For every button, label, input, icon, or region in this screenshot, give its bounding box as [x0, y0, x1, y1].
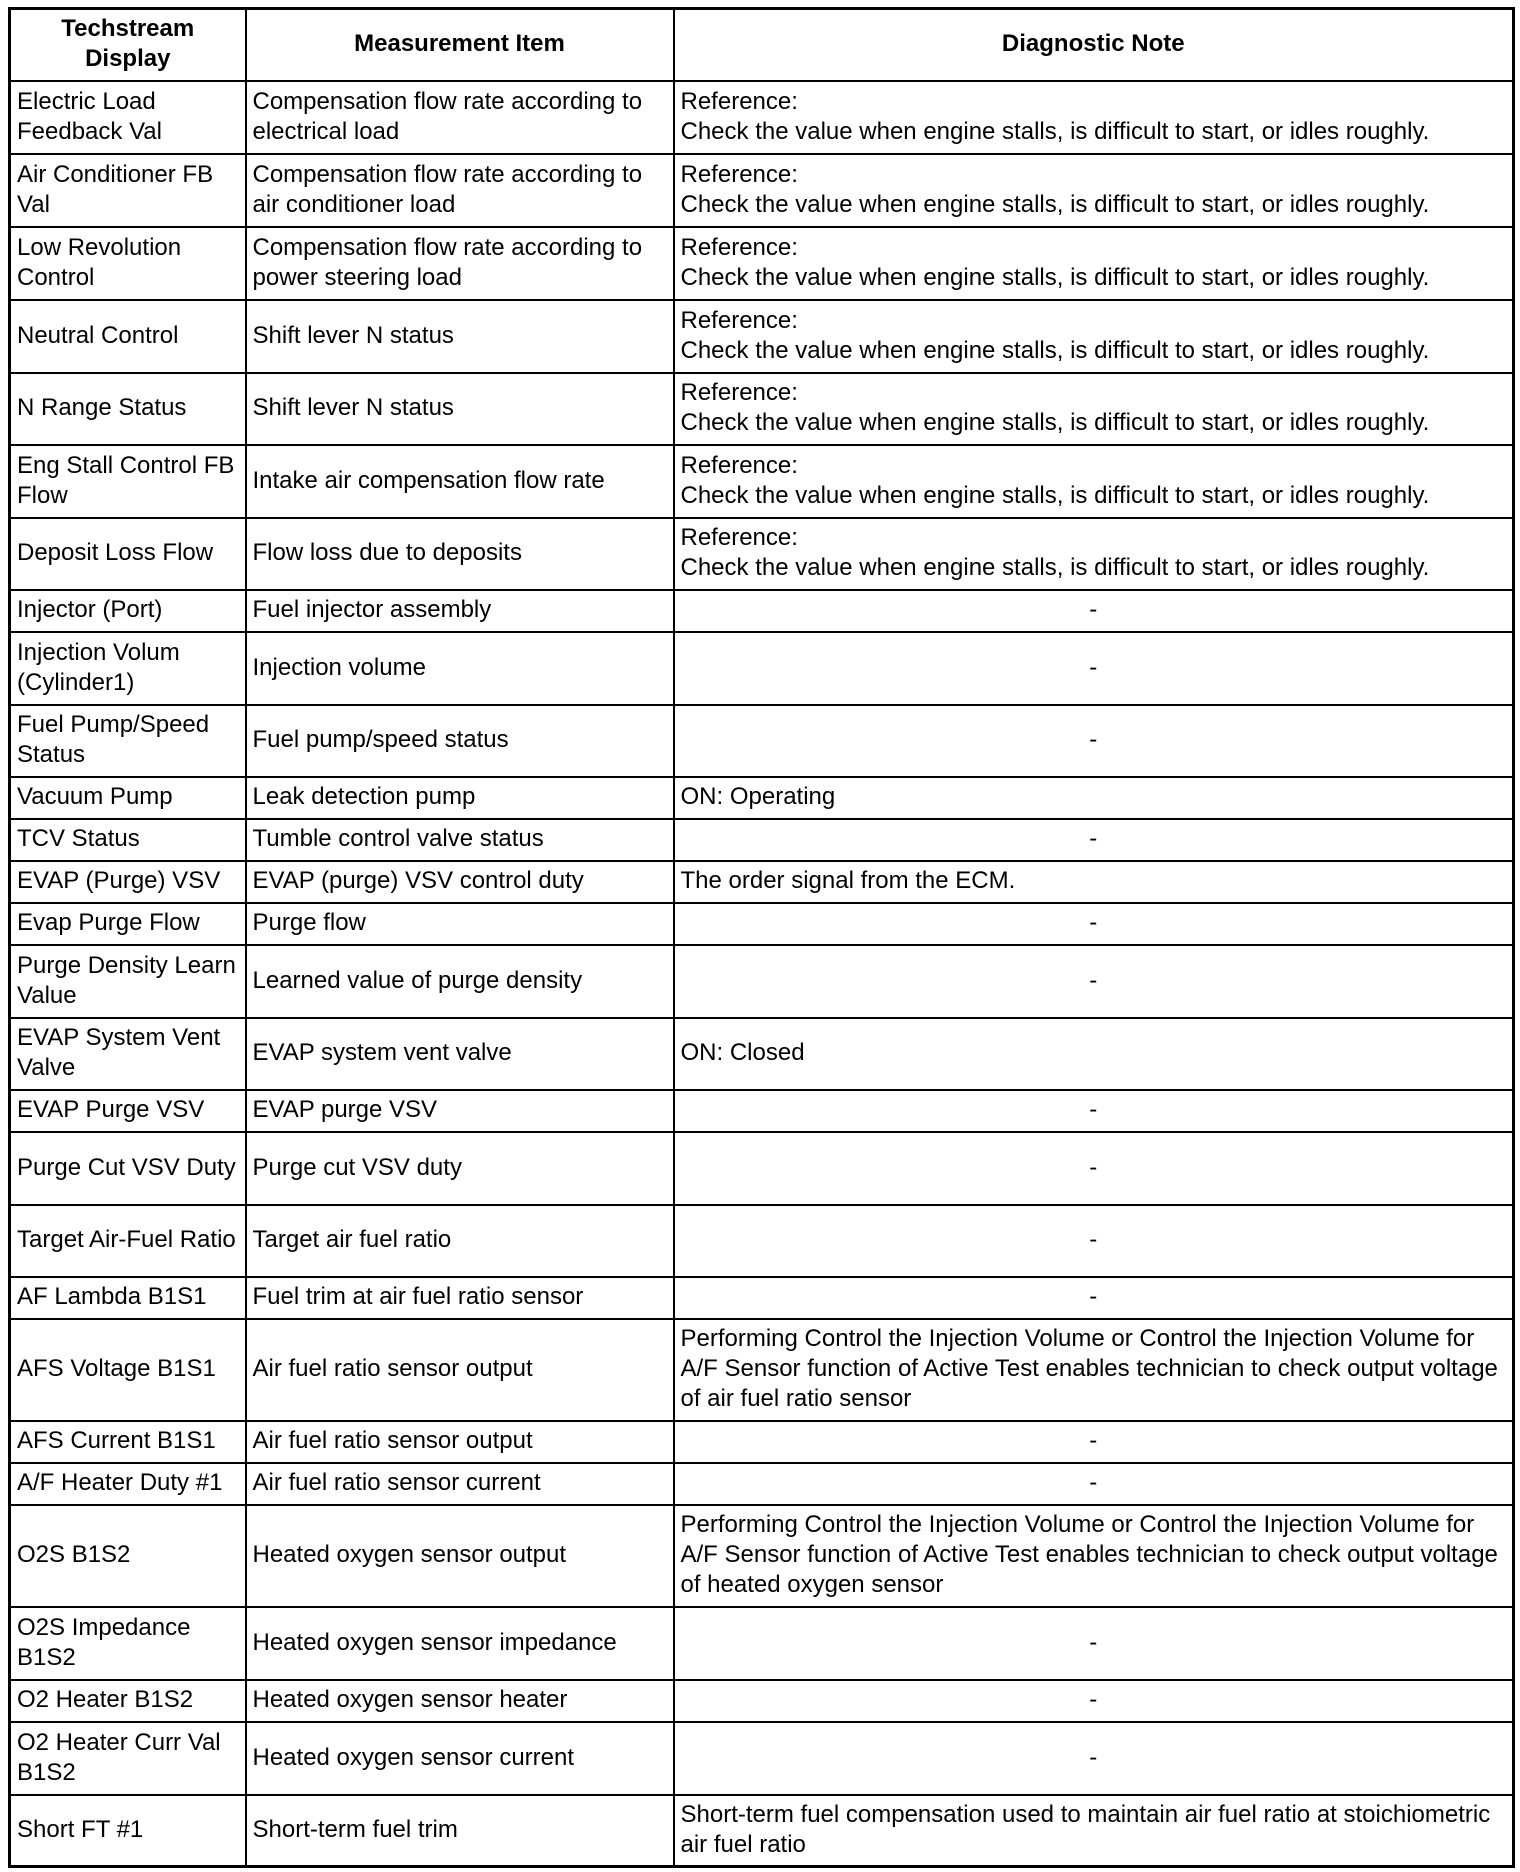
cell-measurement-item: Fuel trim at air fuel ratio sensor	[246, 1277, 674, 1319]
cell-techstream-display: EVAP System Vent Valve	[10, 1018, 246, 1090]
cell-techstream-display: EVAP Purge VSV	[10, 1090, 246, 1132]
table-row	[10, 632, 1514, 705]
cell-diagnostic-note: Reference: Check the value when engine stalls, is difficult to start, or idles roughly.	[674, 81, 1514, 154]
table-row	[10, 1090, 1514, 1132]
cell-techstream-display: AF Lambda B1S1	[10, 1277, 246, 1319]
cell-diagnostic-note: -	[674, 1722, 1514, 1795]
cell-diagnostic-note: -	[674, 1680, 1514, 1722]
cell-measurement-item: Air fuel ratio sensor output	[246, 1319, 674, 1421]
table-row	[10, 1795, 1514, 1867]
cell-measurement-item: Heated oxygen sensor impedance	[246, 1607, 674, 1680]
table-row	[10, 1132, 1514, 1205]
table-row	[10, 903, 1514, 945]
cell-measurement-item: Intake air compensation flow rate	[246, 445, 674, 518]
table-header-row	[10, 9, 1514, 81]
cell-measurement-item: Fuel pump/speed status	[246, 705, 674, 777]
table-row	[10, 81, 1514, 154]
cell-techstream-display: Purge Cut VSV Duty	[10, 1132, 246, 1205]
table-row	[10, 819, 1514, 861]
cell-diagnostic-note: -	[674, 1090, 1514, 1132]
table-row	[10, 1722, 1514, 1795]
cell-techstream-display: Deposit Loss Flow	[10, 518, 246, 590]
cell-techstream-display: Evap Purge Flow	[10, 903, 246, 945]
cell-diagnostic-note: -	[674, 590, 1514, 632]
diagnostic-data-table	[8, 7, 1515, 1868]
table-row	[10, 1319, 1514, 1421]
cell-measurement-item: Tumble control valve status	[246, 819, 674, 861]
cell-diagnostic-note: ON: Operating	[674, 777, 1514, 819]
cell-measurement-item: Air fuel ratio sensor output	[246, 1421, 674, 1463]
cell-techstream-display: Purge Density Learn Value	[10, 945, 246, 1018]
cell-techstream-display: Injection Volum (Cylinder1)	[10, 632, 246, 705]
cell-techstream-display: Target Air-Fuel Ratio	[10, 1205, 246, 1277]
table-row	[10, 154, 1514, 227]
header-diagnostic-note: Diagnostic Note	[674, 9, 1514, 81]
table-row	[10, 1018, 1514, 1090]
cell-diagnostic-note: Reference: Check the value when engine stalls, is difficult to start, or idles roughly.	[674, 373, 1514, 445]
header-techstream-display: Techstream Display	[10, 9, 246, 81]
table-row	[10, 1421, 1514, 1463]
cell-techstream-display: Eng Stall Control FB Flow	[10, 445, 246, 518]
header-measurement-item: Measurement Item	[246, 9, 674, 81]
cell-diagnostic-note: -	[674, 903, 1514, 945]
table-row	[10, 861, 1514, 903]
cell-diagnostic-note: -	[674, 705, 1514, 777]
table-row	[10, 945, 1514, 1018]
table-row	[10, 777, 1514, 819]
cell-measurement-item: EVAP (purge) VSV control duty	[246, 861, 674, 903]
cell-techstream-display: AFS Voltage B1S1	[10, 1319, 246, 1421]
cell-measurement-item: Shift lever N status	[246, 300, 674, 373]
cell-measurement-item: Short-term fuel trim	[246, 1795, 674, 1867]
cell-diagnostic-note: -	[674, 945, 1514, 1018]
cell-techstream-display: Low Revolution Control	[10, 227, 246, 300]
table-row	[10, 1277, 1514, 1319]
cell-techstream-display: N Range Status	[10, 373, 246, 445]
cell-measurement-item: EVAP system vent valve	[246, 1018, 674, 1090]
cell-diagnostic-note: -	[674, 1132, 1514, 1205]
cell-techstream-display: Short FT #1	[10, 1795, 246, 1867]
cell-techstream-display: O2S B1S2	[10, 1505, 246, 1607]
cell-measurement-item: Compensation flow rate according to electrical load	[246, 81, 674, 154]
cell-measurement-item: Leak detection pump	[246, 777, 674, 819]
cell-measurement-item: Air fuel ratio sensor current	[246, 1463, 674, 1505]
cell-diagnostic-note: Reference: Check the value when engine stalls, is difficult to start, or idles roughly.	[674, 154, 1514, 227]
table-row	[10, 518, 1514, 590]
cell-measurement-item: Purge flow	[246, 903, 674, 945]
cell-techstream-display: A/F Heater Duty #1	[10, 1463, 246, 1505]
cell-measurement-item: Compensation flow rate according to power steering load	[246, 227, 674, 300]
cell-techstream-display: Injector (Port)	[10, 590, 246, 632]
cell-techstream-display: Air Conditioner FB Val	[10, 154, 246, 227]
cell-measurement-item: Flow loss due to deposits	[246, 518, 674, 590]
cell-diagnostic-note: -	[674, 1463, 1514, 1505]
cell-diagnostic-note: -	[674, 1421, 1514, 1463]
cell-measurement-item: Injection volume	[246, 632, 674, 705]
cell-measurement-item: Heated oxygen sensor current	[246, 1722, 674, 1795]
cell-techstream-display: O2 Heater Curr Val B1S2	[10, 1722, 246, 1795]
table-row	[10, 1463, 1514, 1505]
cell-diagnostic-note: Reference: Check the value when engine stalls, is difficult to start, or idles roughly.	[674, 300, 1514, 373]
cell-diagnostic-note: Short-term fuel compensation used to maintain air fuel ratio at stoichiometric air fuel ratio	[674, 1795, 1514, 1867]
table-row	[10, 705, 1514, 777]
cell-measurement-item: EVAP purge VSV	[246, 1090, 674, 1132]
cell-techstream-display: TCV Status	[10, 819, 246, 861]
cell-measurement-item: Heated oxygen sensor heater	[246, 1680, 674, 1722]
cell-diagnostic-note: Reference: Check the value when engine stalls, is difficult to start, or idles roughly.	[674, 518, 1514, 590]
cell-diagnostic-note: Performing Control the Injection Volume or Control the Injection Volume for A/F Sensor function of Active Test enables technician to check output voltage of heated oxygen sensor	[674, 1505, 1514, 1607]
cell-techstream-display: AFS Current B1S1	[10, 1421, 246, 1463]
cell-diagnostic-note: Performing Control the Injection Volume or Control the Injection Volume for A/F Sensor function of Active Test enables technician to check output voltage of air fuel ratio sensor	[674, 1319, 1514, 1421]
cell-measurement-item: Shift lever N status	[246, 373, 674, 445]
cell-measurement-item: Compensation flow rate according to air conditioner load	[246, 154, 674, 227]
table-row	[10, 227, 1514, 300]
cell-techstream-display: EVAP (Purge) VSV	[10, 861, 246, 903]
cell-diagnostic-note: Reference: Check the value when engine stalls, is difficult to start, or idles roughly.	[674, 445, 1514, 518]
table-row	[10, 1205, 1514, 1277]
cell-techstream-display: Neutral Control	[10, 300, 246, 373]
table-row	[10, 300, 1514, 373]
cell-measurement-item: Target air fuel ratio	[246, 1205, 674, 1277]
cell-techstream-display: Vacuum Pump	[10, 777, 246, 819]
cell-diagnostic-note: ON: Closed	[674, 1018, 1514, 1090]
cell-diagnostic-note: -	[674, 632, 1514, 705]
table-row	[10, 1680, 1514, 1722]
cell-diagnostic-note: -	[674, 1277, 1514, 1319]
table-row	[10, 590, 1514, 632]
cell-diagnostic-note: Reference: Check the value when engine stalls, is difficult to start, or idles roughly.	[674, 227, 1514, 300]
cell-techstream-display: O2S Impedance B1S2	[10, 1607, 246, 1680]
table-row	[10, 1607, 1514, 1680]
cell-measurement-item: Learned value of purge density	[246, 945, 674, 1018]
table-row	[10, 445, 1514, 518]
cell-diagnostic-note: -	[674, 1607, 1514, 1680]
cell-measurement-item: Purge cut VSV duty	[246, 1132, 674, 1205]
cell-measurement-item: Heated oxygen sensor output	[246, 1505, 674, 1607]
cell-techstream-display: Fuel Pump/Speed Status	[10, 705, 246, 777]
table-row	[10, 1505, 1514, 1607]
table-body	[10, 81, 1514, 1867]
cell-techstream-display: O2 Heater B1S2	[10, 1680, 246, 1722]
cell-diagnostic-note: -	[674, 819, 1514, 861]
cell-diagnostic-note: The order signal from the ECM.	[674, 861, 1514, 903]
cell-techstream-display: Electric Load Feedback Val	[10, 81, 246, 154]
table-row	[10, 373, 1514, 445]
cell-diagnostic-note: -	[674, 1205, 1514, 1277]
cell-measurement-item: Fuel injector assembly	[246, 590, 674, 632]
